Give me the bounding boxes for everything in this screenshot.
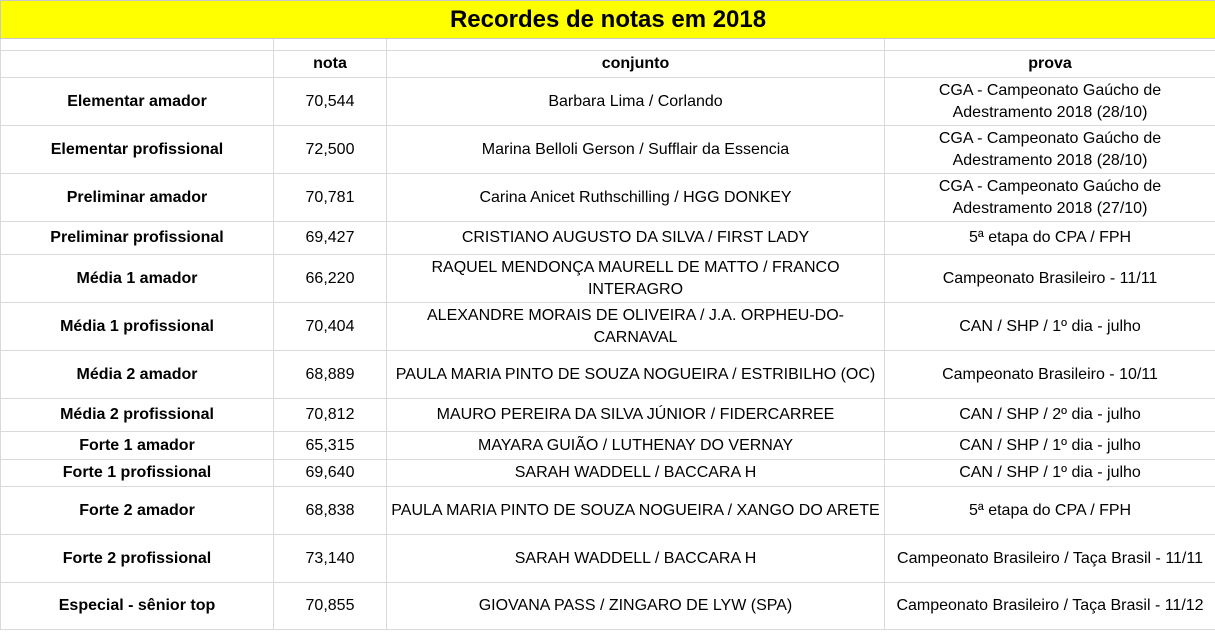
event-cell: Campeonato Brasileiro / Taça Brasil - 11/11 bbox=[885, 535, 1215, 583]
table-row bbox=[1, 351, 1215, 399]
table-row bbox=[1, 303, 1215, 351]
pair-cell: Carina Anicet Ruthschilling / HGG DONKEY bbox=[387, 174, 885, 222]
category-cell: Forte 2 amador bbox=[1, 487, 274, 535]
category-cell: Forte 1 profissional bbox=[1, 460, 274, 487]
category-cell: Média 1 amador bbox=[1, 255, 274, 303]
table-row bbox=[1, 487, 1215, 535]
table-row bbox=[1, 126, 1215, 174]
category-cell: Preliminar amador bbox=[1, 174, 274, 222]
table-row bbox=[1, 535, 1215, 583]
column-header-category bbox=[1, 51, 274, 78]
event-cell: 5ª etapa do CPA / FPH bbox=[885, 487, 1215, 535]
pair-cell: PAULA MARIA PINTO DE SOUZA NOGUEIRA / XANGO DO ARETE bbox=[387, 487, 885, 535]
pair-cell: CRISTIANO AUGUSTO DA SILVA / FIRST LADY bbox=[387, 222, 885, 255]
event-cell: CAN / SHP / 1º dia - julho bbox=[885, 432, 1215, 460]
score-cell: 72,500 bbox=[274, 126, 387, 174]
score-cell: 69,640 bbox=[274, 460, 387, 487]
event-cell: CGA - Campeonato Gaúcho de Adestramento 2018 (28/10) bbox=[885, 126, 1215, 174]
event-cell: Campeonato Brasileiro / Taça Brasil - 11/12 bbox=[885, 583, 1215, 630]
table-row bbox=[1, 174, 1215, 222]
table-row bbox=[1, 255, 1215, 303]
score-cell: 70,855 bbox=[274, 583, 387, 630]
score-cell: 70,781 bbox=[274, 174, 387, 222]
category-cell: Forte 1 amador bbox=[1, 432, 274, 460]
category-cell: Média 1 profissional bbox=[1, 303, 274, 351]
score-cell: 69,427 bbox=[274, 222, 387, 255]
pair-cell: SARAH WADDELL / BACCARA H bbox=[387, 535, 885, 583]
spacer-cell bbox=[274, 39, 387, 51]
pair-cell: Barbara Lima / Corlando bbox=[387, 78, 885, 126]
column-header-nota: nota bbox=[274, 51, 387, 78]
spacer-cell bbox=[387, 39, 885, 51]
score-cell: 65,315 bbox=[274, 432, 387, 460]
spacer-cell bbox=[885, 39, 1215, 51]
event-cell: 5ª etapa do CPA / FPH bbox=[885, 222, 1215, 255]
pair-cell: PAULA MARIA PINTO DE SOUZA NOGUEIRA / ESTRIBILHO (OC) bbox=[387, 351, 885, 399]
header-row bbox=[1, 51, 1215, 78]
category-cell: Elementar amador bbox=[1, 78, 274, 126]
column-header-conjunto: conjunto bbox=[387, 51, 885, 78]
spacer-cell bbox=[1, 39, 274, 51]
table-row bbox=[1, 432, 1215, 460]
event-cell: CAN / SHP / 1º dia - julho bbox=[885, 460, 1215, 487]
title-row bbox=[1, 1, 1215, 39]
table-row bbox=[1, 583, 1215, 630]
score-cell: 73,140 bbox=[274, 535, 387, 583]
event-cell: CGA - Campeonato Gaúcho de Adestramento 2018 (27/10) bbox=[885, 174, 1215, 222]
column-header-prova: prova bbox=[885, 51, 1215, 78]
score-cell: 70,544 bbox=[274, 78, 387, 126]
category-cell: Elementar profissional bbox=[1, 126, 274, 174]
spacer-row bbox=[1, 39, 1215, 51]
event-cell: CGA - Campeonato Gaúcho de Adestramento 2018 (28/10) bbox=[885, 78, 1215, 126]
pair-cell: Marina Belloli Gerson / Sufflair da Essencia bbox=[387, 126, 885, 174]
table-row bbox=[1, 460, 1215, 487]
pair-cell: GIOVANA PASS / ZINGARO DE LYW (SPA) bbox=[387, 583, 885, 630]
category-cell: Preliminar profissional bbox=[1, 222, 274, 255]
score-cell: 68,838 bbox=[274, 487, 387, 535]
score-cell: 70,812 bbox=[274, 399, 387, 432]
event-cell: CAN / SHP / 2º dia - julho bbox=[885, 399, 1215, 432]
pair-cell: MAYARA GUIÃO / LUTHENAY DO VERNAY bbox=[387, 432, 885, 460]
score-cell: 70,404 bbox=[274, 303, 387, 351]
table-row bbox=[1, 399, 1215, 432]
pair-cell: MAURO PEREIRA DA SILVA JÚNIOR / FIDERCARREE bbox=[387, 399, 885, 432]
pair-cell: ALEXANDRE MORAIS DE OLIVEIRA / J.A. ORPHEU-DO-CARNAVAL bbox=[387, 303, 885, 351]
category-cell: Especial - sênior top bbox=[1, 583, 274, 630]
table-row bbox=[1, 78, 1215, 126]
category-cell: Forte 2 profissional bbox=[1, 535, 274, 583]
pair-cell: SARAH WADDELL / BACCARA H bbox=[387, 460, 885, 487]
category-cell: Média 2 profissional bbox=[1, 399, 274, 432]
pair-cell: RAQUEL MENDONÇA MAURELL DE MATTO / FRANCO INTERAGRO bbox=[387, 255, 885, 303]
category-cell: Média 2 amador bbox=[1, 351, 274, 399]
event-cell: CAN / SHP / 1º dia - julho bbox=[885, 303, 1215, 351]
score-cell: 68,889 bbox=[274, 351, 387, 399]
event-cell: Campeonato Brasileiro - 11/11 bbox=[885, 255, 1215, 303]
table-row bbox=[1, 222, 1215, 255]
table-title: Recordes de notas em 2018 bbox=[1, 1, 1215, 39]
event-cell: Campeonato Brasileiro - 10/11 bbox=[885, 351, 1215, 399]
score-cell: 66,220 bbox=[274, 255, 387, 303]
